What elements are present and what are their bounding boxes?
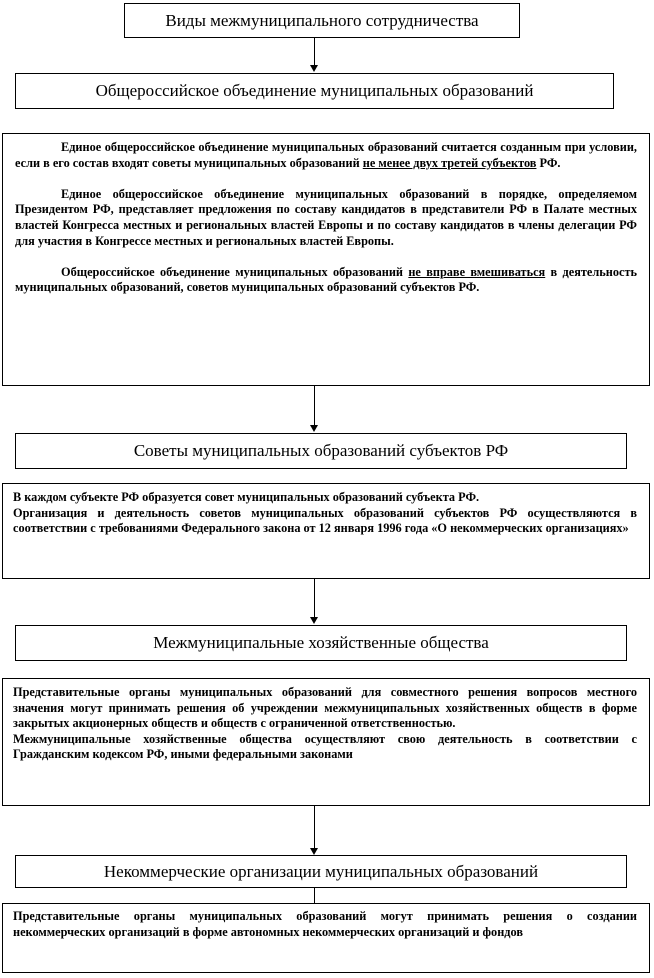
connector-line <box>314 386 315 426</box>
main-title: Виды межмуниципального сотрудничества <box>165 10 479 30</box>
connector-line <box>314 579 315 618</box>
paragraph: Единое общероссийское объединение муниципальных образований считается созданным при условии, если в его состав входят советы муниципальных образований не менее двух третей субъектов РФ. <box>15 140 637 170</box>
connector-arrow <box>310 425 318 432</box>
section-heading-councils: Советы муниципальных образований субъектов РФ <box>15 433 627 469</box>
paragraph: Межмуниципальные хозяйственные общества осуществляют свою деятельность в соответствии с Гражданским кодексом РФ, иными федеральными законами <box>13 731 637 762</box>
connector-line <box>314 888 315 903</box>
section-heading-economic-companies: Межмуниципальные хозяйственные общества <box>15 625 627 661</box>
connector-arrow <box>310 65 318 72</box>
section-text-all-russian-association <box>2 133 650 386</box>
main-title-box <box>124 3 520 38</box>
connector-arrow <box>310 848 318 855</box>
section-text-economic-companies <box>2 678 650 806</box>
connector-arrow <box>310 617 318 624</box>
connector-line <box>314 806 315 849</box>
paragraph: Единое общероссийское объединение муниципальных образований в порядке, определяемом Президентом РФ, представляет предложения по составу кандидатов в представители РФ в Палате местных властей Конгресса местных и региональных властей Европы и по составу кандидатов в члены делегации РФ для участия в Конгрессе местных и региональных властей Европы. <box>15 186 637 248</box>
paragraph: Представительные органы муниципальных образований для совместного решения вопросов местного значения могут принимать решения об учреждении межмуниципальных хозяйственных обществ в форме закрытых акционерных обществ и обществ с ограниченной ответственностью. <box>13 685 637 731</box>
paragraph: Общероссийское объединение муниципальных образований не вправе вмешиваться в деятельность муниципальных образований, советов муниципальных образований субъектов РФ. <box>15 264 637 295</box>
section-text-non-commercial <box>2 903 650 973</box>
paragraph: Представительные органы муниципальных образований могут принимать решения о создании некоммерческих организаций в форме автономных некоммерческих организаций и фондов <box>13 909 637 939</box>
paragraph: Организация и деятельность советов муниципальных образований субъектов РФ осуществляются в соответствии с требованиями Федерального закона от 12 января 1996 года «О некоммерческих организациях» <box>13 505 637 536</box>
section-text-councils <box>2 483 650 579</box>
connector-line <box>314 38 315 66</box>
paragraph: В каждом субъекте РФ образуется совет муниципальных образований субъекта РФ. <box>13 490 480 504</box>
section-heading-all-russian-association: Общероссийское объединение муниципальных образований <box>15 73 614 109</box>
section-heading-non-commercial: Некоммерческие организации муниципальных образований <box>15 855 627 888</box>
